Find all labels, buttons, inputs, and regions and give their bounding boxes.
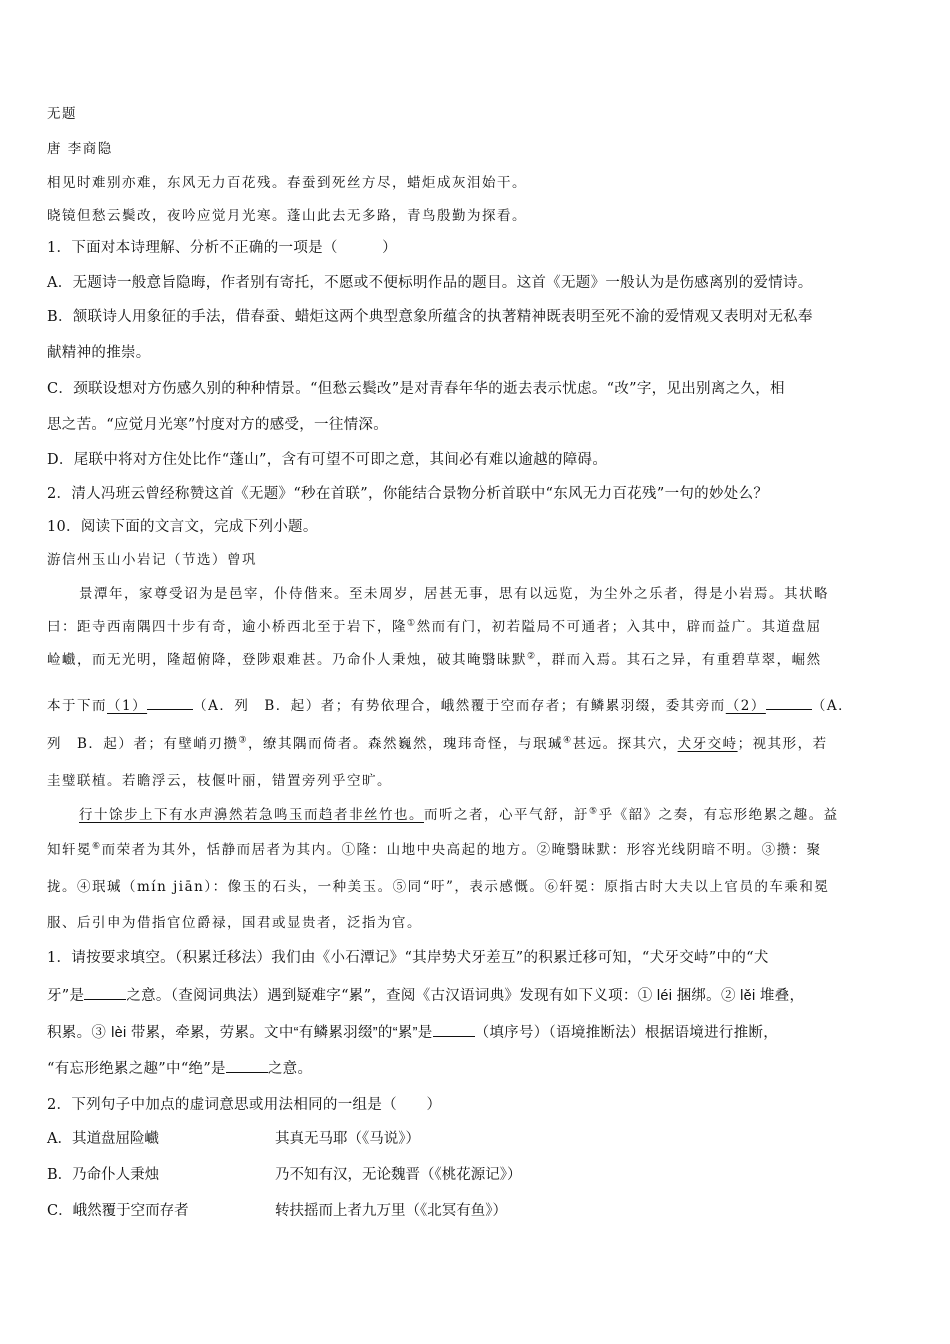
option-c-left: C．峨然覆于空而存者 — [47, 1203, 189, 1219]
footnote-marker: ⑥ — [92, 841, 102, 852]
option-b-right: 乃不知有汉，无论魏晋（《桃花源记》） — [275, 1167, 522, 1183]
question-1-option-c: C．颈联设想对方伤感久别的种种情景。“但愁云鬓改”是对青春年华的逝去表示忧虑。“改”字，见出别离之久，相 — [47, 381, 785, 397]
footnotes-line: 拢。④珉瑊（mín jiān）：像玉的石头，一种美玉。⑤同“吁”，表示感慨。⑥轩冕：原指古时大夫以上官员的车乘和冕 — [47, 879, 830, 895]
option-b-left: B．乃命仆人秉烛 — [47, 1167, 160, 1183]
poem-line-2: 晓镜但愁云鬓改，夜吟应觉月光寒。蓬山此去无多路，青鸟殷勤为探看。 — [47, 208, 527, 224]
option-a-right: 其真无马耶（《马说》） — [275, 1131, 420, 1147]
question-1-option-b: B．颔联诗人用象征的手法，借春蚕、蜡炬这两个典型意象所蕴含的执著精神既表明至死不渝的爱情观又表明对无私奉 — [47, 309, 813, 325]
passage-line: 圭璧联植。若瞻浮云，枝偃叶丽，错置旁列乎空旷。 — [47, 773, 392, 789]
sub-question-1-line: 牙”是 之意。（查阅词典法）遇到疑难字“累”，查阅《古汉语词典》发现有如下义项：① léi 捆绑。② lěi 堆叠， — [47, 988, 805, 1004]
sub-question-2: 2．下列句子中加点的虚词意思或用法相同的一组是（ ） — [47, 1097, 442, 1113]
underlined-sentence: 行十馀步上下有水声濞然若急鸣玉而趋者非丝竹也。 — [79, 807, 424, 823]
sub-question-1-line: “有忘形绝累之趣”中“绝”是 之意。 — [47, 1061, 313, 1077]
footnote-marker: ⑤ — [589, 806, 599, 817]
passage-line: 崄巇，而无光明，隆超俯降，登陟艰难甚。乃命仆人秉烛，破其晻翳昧默②，群而入焉。其石之异，有重碧草翠，崛然 — [47, 651, 822, 668]
poem-author: 唐 李商隐 — [47, 141, 113, 157]
passage-line: 曰：距寺西南隅四十步有奇，逾小桥西北至于岩下，隆①然而有门，初若隘局不可通者；入其中，辟而益广。其道盘屈 — [47, 618, 822, 635]
footnote-marker: ③ — [238, 735, 248, 746]
footnotes-line: 服、后引申为借指官位爵禄，国君或显贵者，泛指为官。 — [47, 915, 422, 931]
blank-2: （2） — [725, 698, 766, 714]
poem-line-1: 相见时难别亦难，东风无力百花残。春蚕到死丝方尽，蜡炬成灰泪始干。 — [47, 175, 527, 191]
option-c-right: 转扶摇而上者九万里（《北冥有鱼》） — [275, 1203, 507, 1219]
passage-line: 景潭年，家尊受诏为是邑宰，仆侍偕来。至未周岁，居甚无事，思有以远览，为尘外之乐者，得是小岩焉。其状略 — [79, 586, 829, 602]
passage-title: 游信州玉山小岩记（节选）曾巩 — [47, 552, 257, 568]
question-1-stem: 1．下面对本诗理解、分析不正确的一项是（ ） — [47, 240, 397, 256]
option-a-left: A．其道盘屈险巇 — [47, 1131, 159, 1147]
passage-line: 行十馀步上下有水声濞然若急鸣玉而趋者非丝竹也。而听之者，心平气舒，訏⑤乎《韶》之奏，有忘形绝累之趣。益 — [79, 806, 839, 823]
question-1-option-c-cont: 思之苦。“应觉月光寒”忖度对方的感受，一往情深。 — [47, 417, 389, 433]
blank-1: （1） — [107, 698, 148, 714]
sub-question-1-line: 积累。③ lèi 带累，牵累，劳累。文中“有鳞累羽缀”的“累”是 （填序号）（语境推断法）根据语境进行推断， — [47, 1025, 779, 1041]
question-1-option-b-cont: 献精神的推崇。 — [47, 345, 151, 361]
underlined-phrase: 犬牙交峙 — [677, 736, 738, 752]
footnote-marker: ② — [527, 651, 537, 662]
passage-line: 本于下而（1） （A．列 B．起）者；有势依理合，峨然覆于空而存者；有鳞累羽缀，委其旁而（2） （A． — [47, 698, 854, 714]
footnote-marker: ④ — [563, 735, 573, 746]
question-10-heading: 10．阅读下面的文言文，完成下列小题。 — [47, 519, 318, 535]
passage-line: 知轩冕⑥而荣者为其外，恬静而居者为其内。①隆：山地中央高起的地方。②晻翳昧默：形容光线阴暗不明。③攒：聚 — [47, 841, 822, 858]
sub-question-1: 1．请按要求填空。（积累迁移法）我们由《小石潭记》“其岸势犬牙差互”的积累迁移可知，“犬牙交峙”中的“犬 — [47, 950, 769, 966]
poem-title: 无题 — [47, 106, 77, 122]
question-1-option-a: A．无题诗一般意旨隐晦，作者别有寄托，不愿或不便标明作品的题目。这首《无题》一般认为是伤感离别的爱情诗。 — [47, 275, 813, 291]
footnote-marker: ① — [407, 618, 417, 629]
passage-line: 列 B．起）者；有壁峭刃攒③，缭其隅而倚者。森然巍然，瑰玮奇怪，与珉瑊④甚远。探其穴，犬牙交峙；视其形，若 — [47, 735, 828, 752]
question-2: 2．清人冯班云曾经称赞这首《无题》“秒在首联”，你能结合景物分析首联中“东风无力百花残”一句的妙处么？ — [47, 486, 769, 502]
question-1-option-d: D．尾联中将对方住处比作“蓬山”，含有可望不可即之意，其间必有难以逾越的障碍。 — [47, 452, 608, 468]
